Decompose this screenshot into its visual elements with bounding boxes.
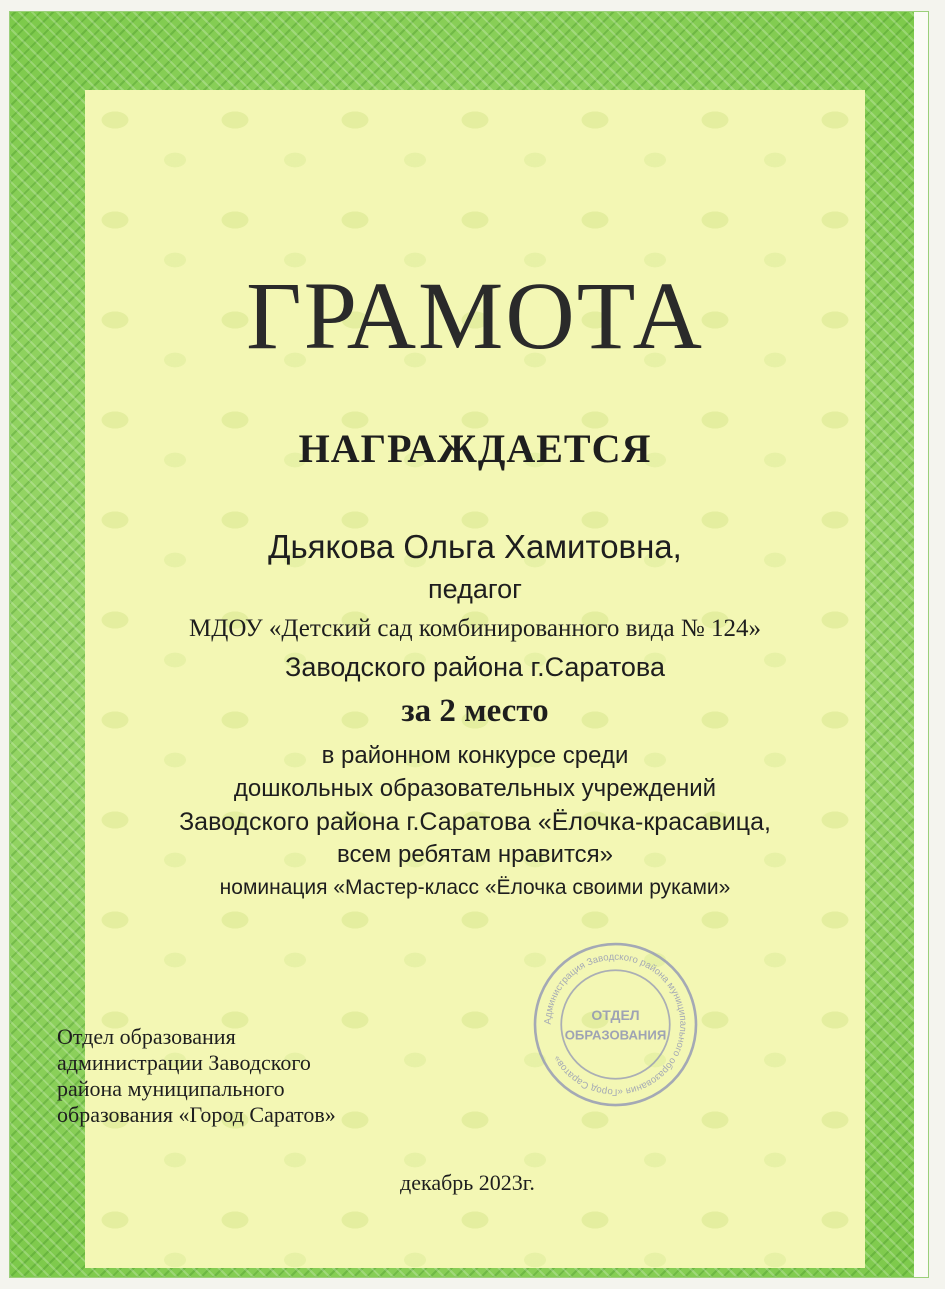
- stamp-text-1: ОТДЕЛ: [591, 1007, 640, 1024]
- awarded-heading: НАГРАЖДАЕТСЯ: [298, 426, 652, 471]
- contest-line-4: всем ребятам нравится»: [336, 841, 614, 868]
- scan-edge: [914, 12, 928, 1277]
- issuer-block: [57, 1024, 336, 1128]
- place-awarded: за 2 место: [401, 693, 549, 729]
- stamp-ring-text: Администрация Заводского района муниципального образования «Город Саратов»: [542, 951, 689, 1098]
- svg-text:Администрация Заводского район: [543, 952, 689, 1098]
- issuer-line: администрации Заводского: [57, 1050, 311, 1075]
- issuer-line: образования «Город Саратов»: [57, 1102, 336, 1127]
- contest-line-2: дошкольных образовательных учреждений: [233, 775, 717, 802]
- recipient-role: педагог: [428, 574, 522, 604]
- issuer-line: района муниципального: [57, 1076, 285, 1101]
- issuer-line: Отдел образования: [57, 1024, 236, 1049]
- certificate-sheet: [10, 12, 928, 1277]
- contest-line-3: Заводского района г.Саратова «Ёлочка-красавица,: [179, 808, 771, 836]
- organization-name: МДОУ «Детский сад комбинированного вида № 124»: [189, 615, 761, 642]
- nomination-line: номинация «Мастер-класс «Ёлочка своими руками»: [219, 876, 731, 899]
- contest-line-1: в районном конкурсе среди: [321, 742, 629, 769]
- stamp-text-2: ОБРАЗОВАНИЯ: [564, 1027, 667, 1043]
- issue-date: декабрь 2023г.: [400, 1170, 535, 1195]
- organization-district: Заводского района г.Саратова: [285, 652, 665, 682]
- recipient-name: Дьякова Ольга Хамитовна,: [268, 528, 682, 565]
- certificate-title: ГРАМОТА: [246, 262, 704, 369]
- official-stamp: [528, 937, 703, 1112]
